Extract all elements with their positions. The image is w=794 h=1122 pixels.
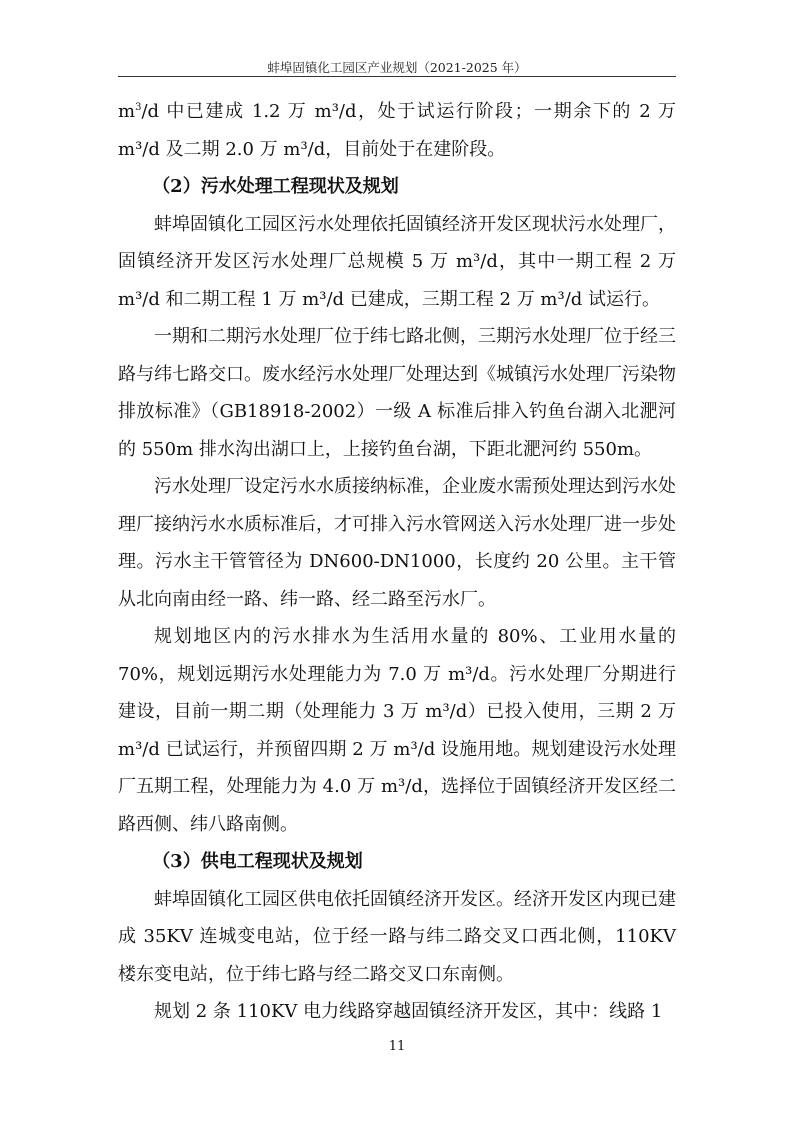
paragraph-power-plan: 规划 2 条 110KV 电力线路穿越固镇经济开发区，其中：线路 1	[154, 1001, 663, 1022]
page-number: 11	[388, 1039, 406, 1054]
paragraph-continuation-text: /d 中已建成 1.2 万 m³/d，处于试运行阶段；一期余下的 2 万 m³/d 及二期 2.0 万 m³/d，目前处于在建阶段。	[118, 101, 676, 160]
document-body	[118, 93, 676, 1031]
header-divider	[118, 76, 676, 77]
paragraph-power-status: 蚌埠固镇化工园区供电依托固镇经济开发区。经济开发区内现已建成 35KV 连城变电站，位于经一路与纬二路交叉口西北侧，110KV 楼东变电站，位于纬七路与经二路交叉口东南侧。	[118, 888, 676, 985]
section-heading-power: （3）供电工程现状及规划	[152, 851, 363, 872]
unit-m: m	[118, 101, 136, 122]
running-header: 蚌埠固镇化工园区产业规划（2021-2025 年）	[267, 60, 527, 75]
unit-superscript: 3	[135, 102, 142, 113]
paragraph-sewage-standard: 污水处理厂设定污水水质接纳标准，企业废水需预处理达到污水处理厂接纳污水水质标准后，才可排入污水管网送入污水处理厂进一步处理。污水主干管管径为 DN600-DN1000，长度约 20 公里。主干管从北向南由经一路、纬一路、经二路至污水厂。	[118, 476, 676, 610]
paragraph-sewage-location: 一期和二期污水处理厂位于纬七路北侧，三期污水处理厂位于经三路与纬七路交口。废水经污水处理厂处理达到《城镇污水处理厂污染物排放标准》（GB18918-2002）一级 A 标准后排入钓鱼台湖入北淝河的 550m 排水沟出湖口上，上接钓鱼台湖，下距北淝河约 550m。	[118, 326, 676, 460]
paragraph-sewage-plan: 规划地区内的污水排水为生活用水量的 80%、工业用水量的 70%，规划远期污水处理能力为 7.0 万 m³/d。污水处理厂分期进行建设，目前一期二期（处理能力 3 万 m³/d）已投入使用，三期 2 万 m³/d 已试运行，并预留四期 2 万 m³/d 设施用地。规划建设污水处理厂五期工程，处理能力为 4.0 万 m³/d，选择位于固镇经济开发区经二路西侧、纬八路南侧。	[118, 626, 676, 835]
paragraph-continuation	[118, 93, 676, 168]
paragraph-sewage-overview: 蚌埠固镇化工园区污水处理依托固镇经济开发区现状污水处理厂，固镇经济开发区污水处理厂总规模 5 万 m³/d，其中一期工程 2 万 m³/d 和二期工程 1 万 m³/d 已建成，三期工程 2 万 m³/d 试运行。	[118, 213, 676, 310]
section-heading-sewage: （2）污水处理工程现状及规划	[152, 176, 399, 197]
